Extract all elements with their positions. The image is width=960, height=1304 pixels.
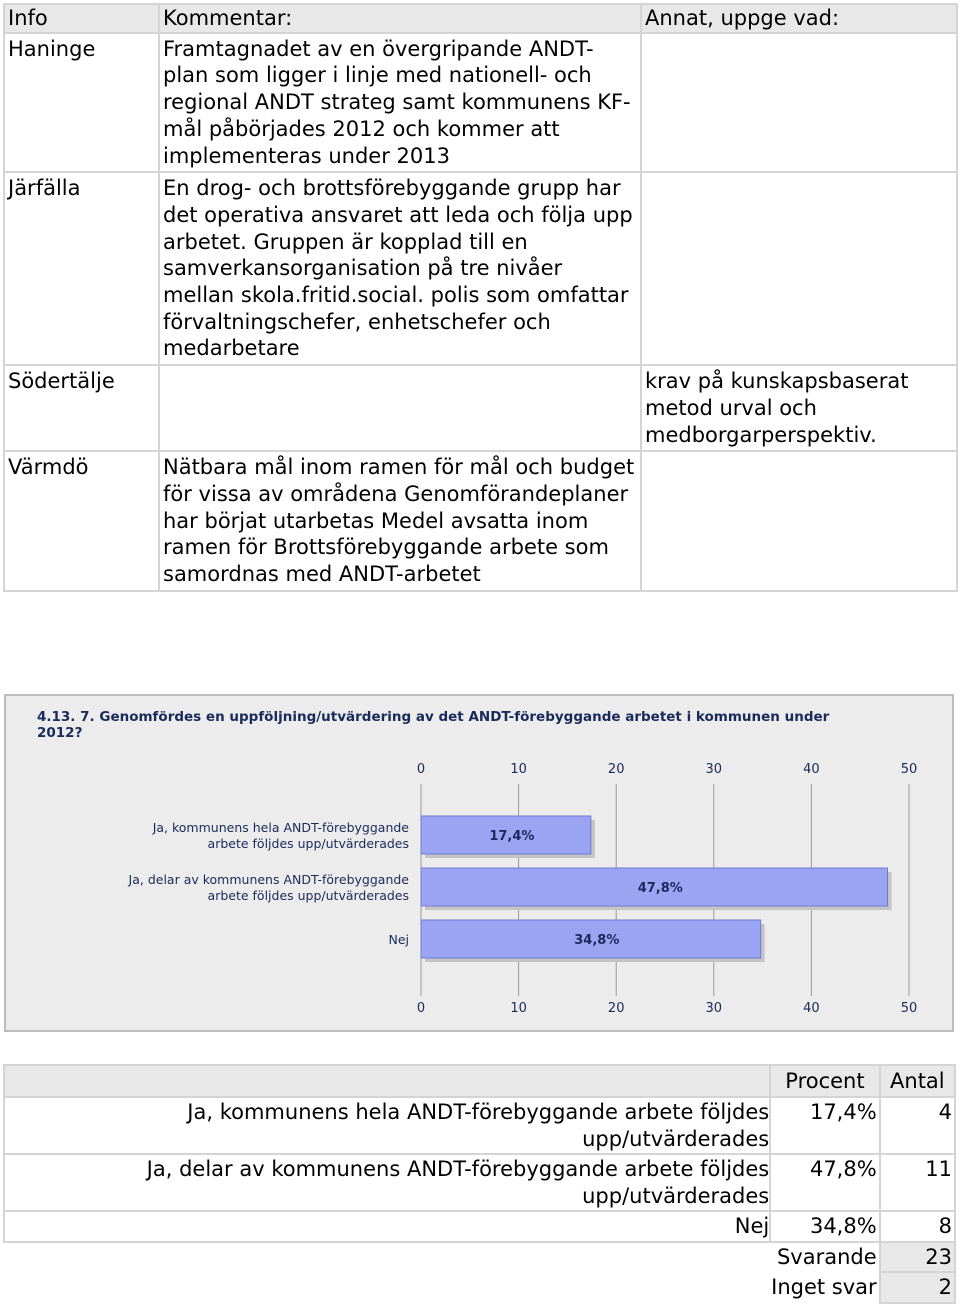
other-cell bbox=[641, 451, 957, 591]
other-cell bbox=[641, 172, 957, 365]
x-tick-label-bottom: 10 bbox=[510, 1001, 527, 1016]
respondents-value: 23 bbox=[880, 1242, 955, 1273]
answer-label: Nej bbox=[4, 1211, 770, 1242]
comment-table bbox=[3, 3, 958, 592]
summary-header-blank bbox=[4, 1065, 770, 1097]
municipality-name: Södertälje bbox=[4, 365, 159, 451]
comment-cell: Framtagnadet av en övergripande ANDT-plan som ligger i linje med nationell- och regional ANDT strateg samt kommunens KF-mål påbörjades 2012 och kommer att implementeras under 2013 bbox=[159, 33, 641, 173]
comment-cell: Nätbara mål inom ramen för mål och budget för vissa av områdena Genomförandeplaner har börjat utarbetas Medel avsatta inom ramen för Brottsförebyggande arbete som samordnas med ANDT-arbetet bbox=[159, 451, 641, 591]
category-label: arbete följdes upp/utvärderades bbox=[207, 888, 409, 903]
chart-canvas bbox=[6, 696, 952, 1030]
summary-footer-row bbox=[4, 1242, 955, 1273]
x-tick-label-bottom: 20 bbox=[607, 1001, 625, 1016]
x-tick-label-bottom: 30 bbox=[705, 1001, 723, 1016]
x-tick-label-top: 0 bbox=[416, 762, 426, 777]
municipality-name: Järfälla bbox=[4, 172, 159, 365]
other-cell: krav på kunskapsbaserat metod urval och medborgarperspektiv. bbox=[641, 365, 957, 451]
bar-chart bbox=[4, 694, 954, 1032]
header-kommentar: Kommentar: bbox=[159, 4, 641, 33]
answer-count: 8 bbox=[880, 1211, 955, 1242]
no-answer-value: 2 bbox=[880, 1272, 955, 1303]
bar-value-label: 47,8% bbox=[637, 881, 683, 896]
x-tick-label-bottom: 50 bbox=[900, 1001, 918, 1016]
summary-table bbox=[3, 1064, 956, 1304]
chart-title: 4.13. 7. Genomfördes en uppföljning/utvärdering av det ANDT-förebyggande arbetet i kommunen under bbox=[37, 709, 830, 725]
comment-table-header bbox=[4, 4, 957, 33]
category-label: Ja, delar av kommunens ANDT-förebyggande bbox=[128, 872, 409, 887]
bar-value-label: 17,4% bbox=[489, 829, 535, 844]
table-row bbox=[4, 1154, 955, 1211]
category-label: Nej bbox=[388, 932, 409, 947]
table-row bbox=[4, 451, 957, 591]
no-answer-label: Inget svar bbox=[771, 1275, 877, 1299]
category-label: Ja, kommunens hela ANDT-förebyggande bbox=[152, 820, 409, 835]
other-cell bbox=[641, 33, 957, 173]
x-tick-label-top: 20 bbox=[607, 762, 625, 777]
header-annat: Annat, uppge vad: bbox=[641, 4, 957, 33]
x-tick-label-top: 30 bbox=[705, 762, 723, 777]
respondents-label: Svarande bbox=[776, 1245, 877, 1269]
x-tick-label-bottom: 0 bbox=[416, 1001, 426, 1016]
answer-percent: 34,8% bbox=[770, 1211, 879, 1242]
answer-percent: 47,8% bbox=[770, 1154, 879, 1211]
x-tick-label-top: 10 bbox=[510, 762, 527, 777]
header-procent: Procent bbox=[770, 1065, 879, 1097]
table-row bbox=[4, 1097, 955, 1154]
header-info: Info bbox=[4, 4, 159, 33]
header-antal: Antal bbox=[880, 1065, 955, 1097]
x-tick-label-bottom: 40 bbox=[803, 1001, 820, 1016]
category-label: arbete följdes upp/utvärderades bbox=[207, 836, 409, 851]
answer-count: 11 bbox=[880, 1154, 955, 1211]
comment-cell bbox=[159, 365, 641, 451]
answer-count: 4 bbox=[880, 1097, 955, 1154]
table-row bbox=[4, 33, 957, 173]
table-row bbox=[4, 365, 957, 451]
answer-percent: 17,4% bbox=[770, 1097, 879, 1154]
answer-label: Ja, kommunens hela ANDT-förebyggande arbete följdes upp/utvärderades bbox=[4, 1097, 770, 1154]
answer-label: Ja, delar av kommunens ANDT-förebyggande arbete följdes upp/utvärderades bbox=[4, 1154, 770, 1211]
chart-title: 2012? bbox=[37, 725, 83, 741]
table-row bbox=[4, 172, 957, 365]
x-tick-label-top: 40 bbox=[803, 762, 820, 777]
table-row bbox=[4, 1211, 955, 1242]
municipality-name: Haninge bbox=[4, 33, 159, 173]
municipality-name: Värmdö bbox=[4, 451, 159, 591]
summary-header-row bbox=[4, 1065, 955, 1097]
comment-cell: En drog- och brottsförebyggande grupp har det operativa ansvaret att leda och följa upp arbetet. Gruppen är kopplad till en samverkansorganisation på tre nivåer mellan skola.fritid.social. polis som omfattar förvaltningschefer, enhetschefer och medarbetare bbox=[159, 172, 641, 365]
x-tick-label-top: 50 bbox=[900, 762, 918, 777]
bar-value-label: 34,8% bbox=[574, 933, 620, 948]
